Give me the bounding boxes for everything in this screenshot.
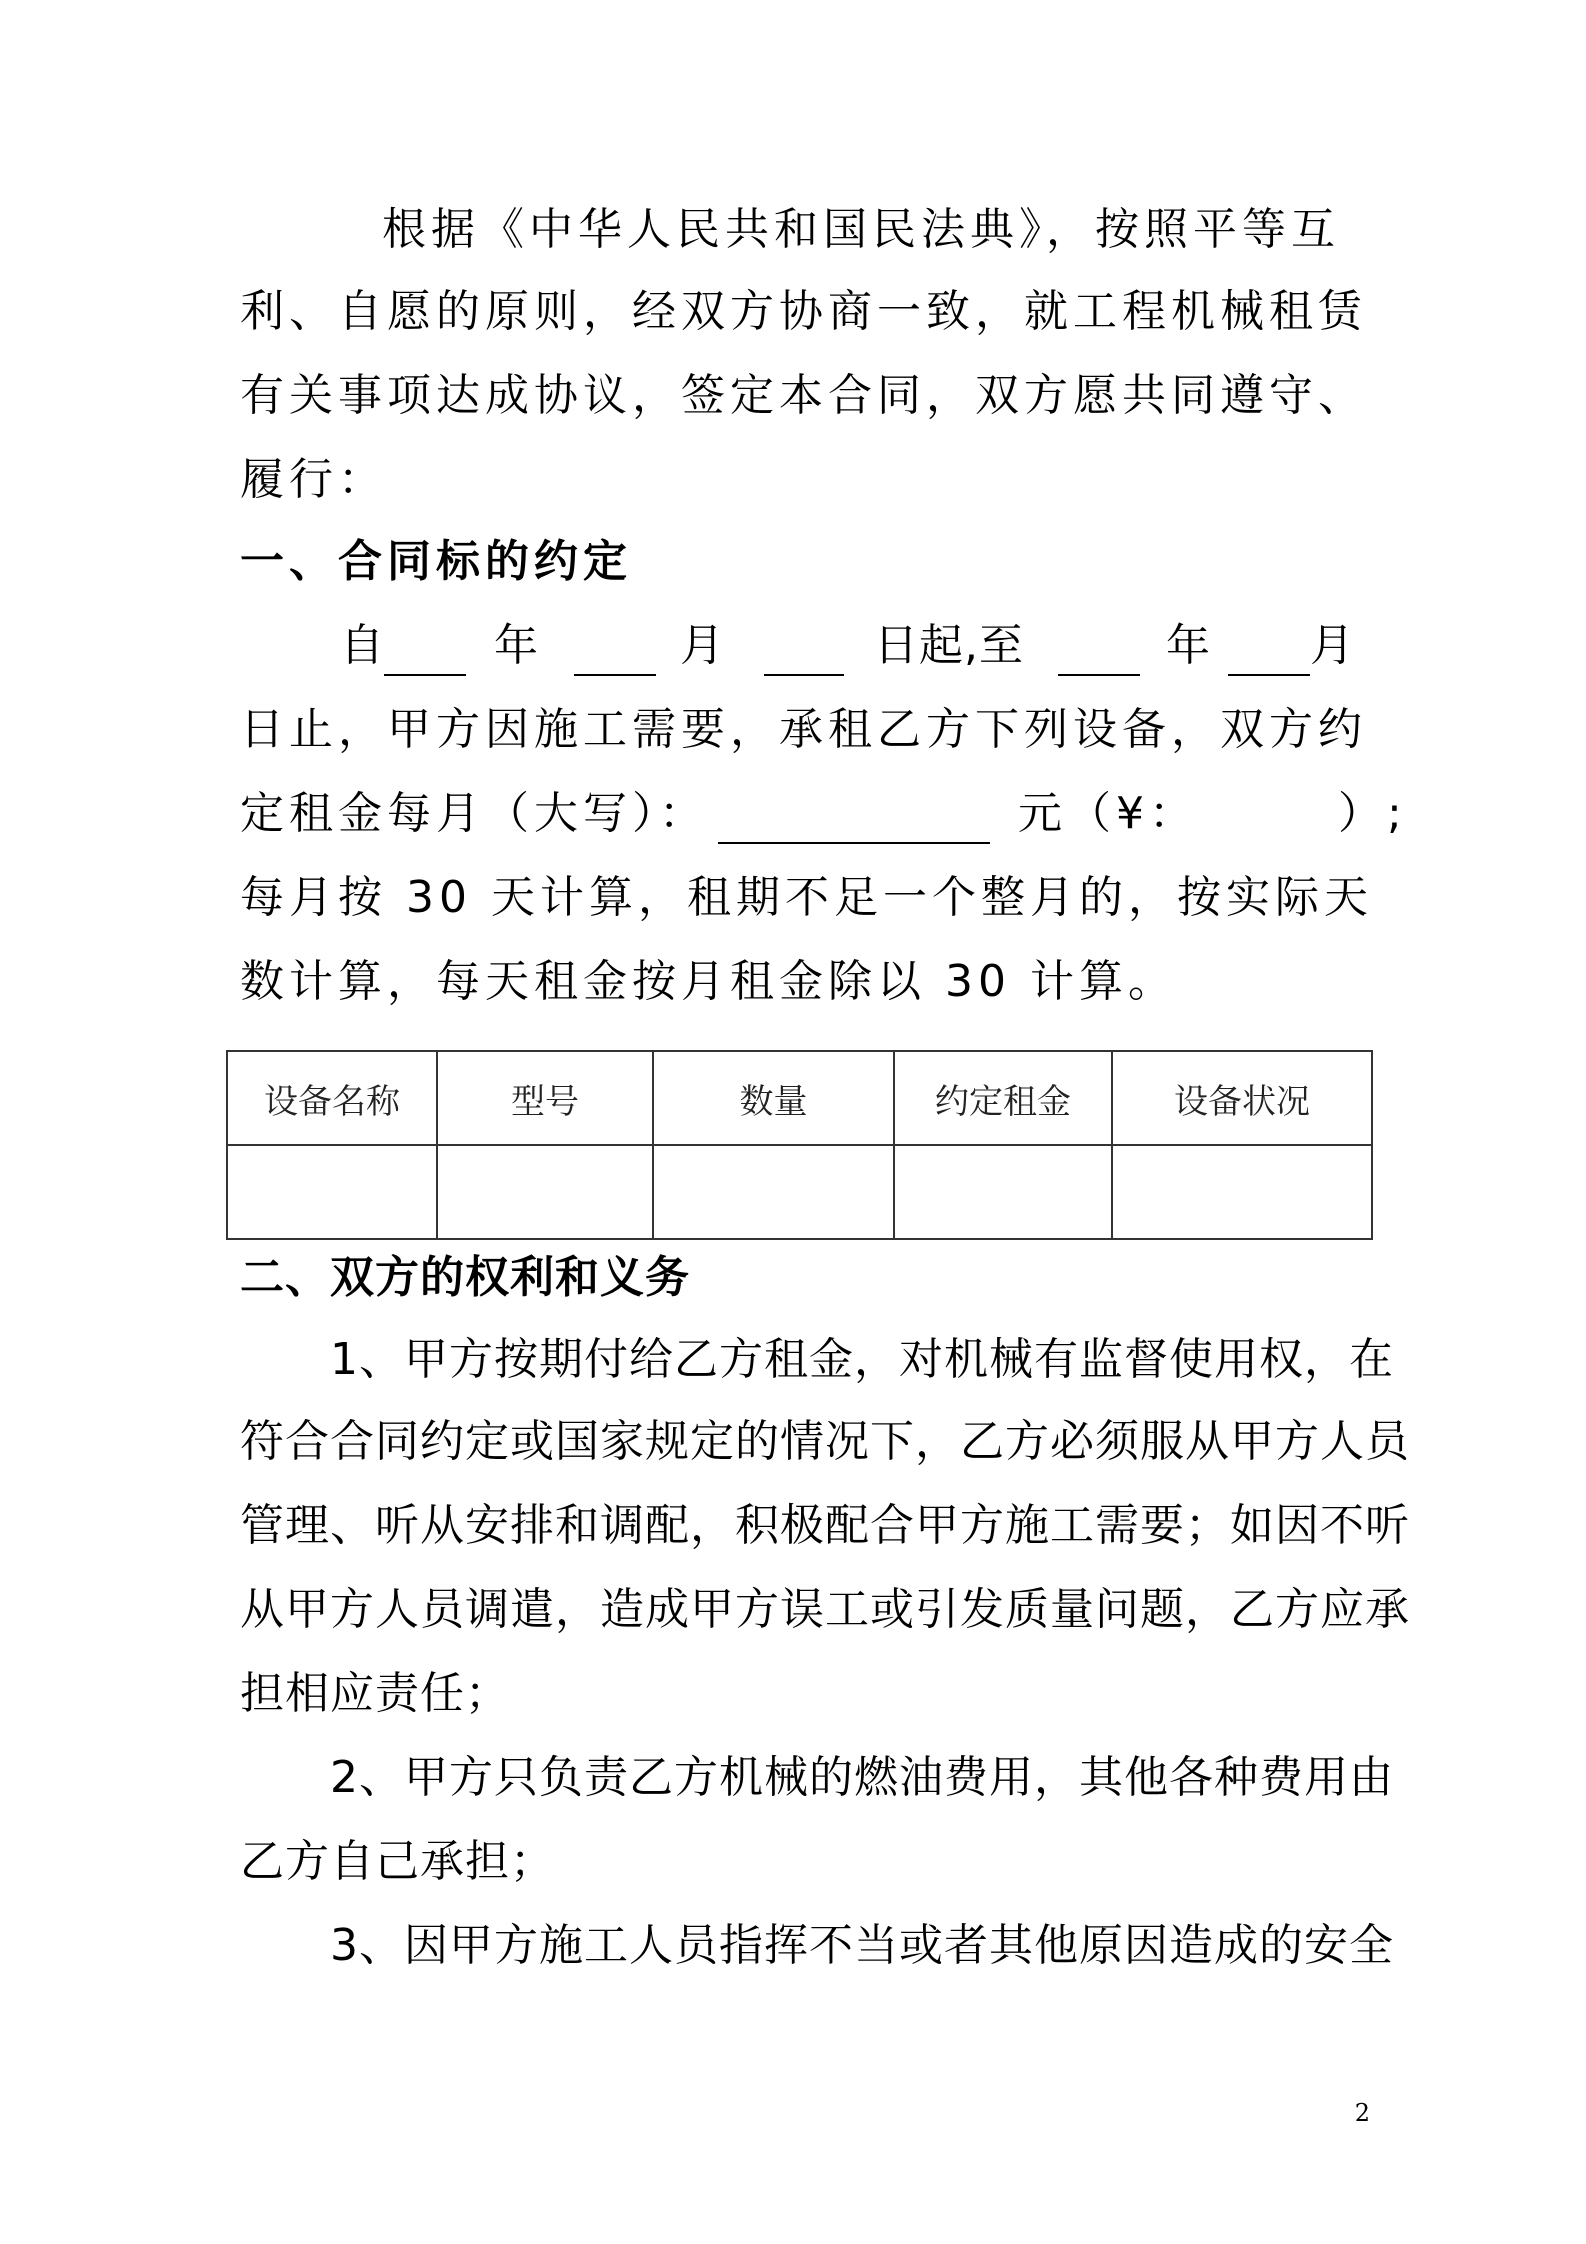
section-1-line-4: 每月按 30 天计算，租期不足一个整月的，按实际天 [240,872,1373,923]
table-cell-equipment-condition[interactable] [1112,1145,1372,1239]
table-header-cell: 设备状况 [1112,1051,1372,1145]
start-year-label: 年 [494,620,538,671]
end-month-blank[interactable] [1228,624,1310,676]
section-1-heading: 一、合同标的约定 [240,536,632,587]
item-1-line-5: 担相应责任； [240,1668,510,1719]
item-2-line-1: 2、甲方只负责乙方机械的燃油费用，其他各种费用由 [330,1752,1394,1803]
start-year-blank[interactable] [384,624,466,676]
rent-prefix: 定租金每月（大写）： [240,788,708,839]
table-header-cell: 型号 [437,1051,653,1145]
end-month-label: 月 [1310,620,1354,671]
rent-suffix: ）; [1338,788,1407,839]
table-header-cell: 约定租金 [894,1051,1112,1145]
section-1-line-5: 数计算，每天租金按月租金除以 30 计算。 [240,956,1177,1007]
item-1-line-2: 符合合同约定或国家规定的情况下，乙方必须服从甲方人员 [240,1416,1410,1467]
intro-line-4: 履行： [240,454,387,505]
item-1-line-3: 管理、听从安排和调配，积极配合甲方施工需要；如因不听 [240,1500,1410,1551]
item-1-line-1: 1、甲方按期付给乙方租金，对机械有监督使用权，在 [330,1334,1394,1385]
rent-yuan-label: 元（¥： [1018,788,1198,839]
end-year-label: 年 [1166,620,1210,671]
table-cell-model[interactable] [437,1145,653,1239]
table-header-cell: 设备名称 [227,1051,437,1145]
start-month-label: 月 [680,620,724,671]
section-2-heading: 二、双方的权利和义务 [240,1252,690,1303]
table-header-row [227,1051,1372,1145]
date-range-line [340,616,1360,676]
intro-line-3: 有关事项达成协议，签定本合同，双方愿共同遵守、 [240,370,1367,421]
equipment-table [226,1050,1373,1240]
item-2-line-2: 乙方自己承担； [240,1836,555,1887]
table-row [227,1145,1372,1239]
intro-line-2: 利、自愿的原则，经双方协商一致，就工程机械租赁 [240,286,1367,337]
section-1-line-2: 日止，甲方因施工需要，承租乙方下列设备，双方约 [240,704,1367,755]
start-day-blank[interactable] [764,624,844,676]
table-cell-agreed-rent[interactable] [894,1145,1112,1239]
table-cell-quantity[interactable] [653,1145,894,1239]
table-header-cell: 数量 [653,1051,894,1145]
item-1-line-4: 从甲方人员调遣，造成甲方误工或引发质量问题，乙方应承 [240,1584,1410,1635]
intro-line-1: 根据《中华人民共和国民法典》，按照平等互 [382,204,1340,255]
end-year-blank[interactable] [1058,624,1140,676]
page-number: 2 [1354,2099,1370,2127]
item-3-line-1: 3、因甲方施工人员指挥不当或者其他原因造成的安全 [330,1920,1394,1971]
rent-line [240,784,1407,844]
date-to-label: 日起,至 [874,620,1024,671]
date-from-label: 自 [340,620,384,671]
rent-amount-words-blank[interactable] [718,792,990,844]
table-cell-equipment-name[interactable] [227,1145,437,1239]
start-month-blank[interactable] [574,624,656,676]
